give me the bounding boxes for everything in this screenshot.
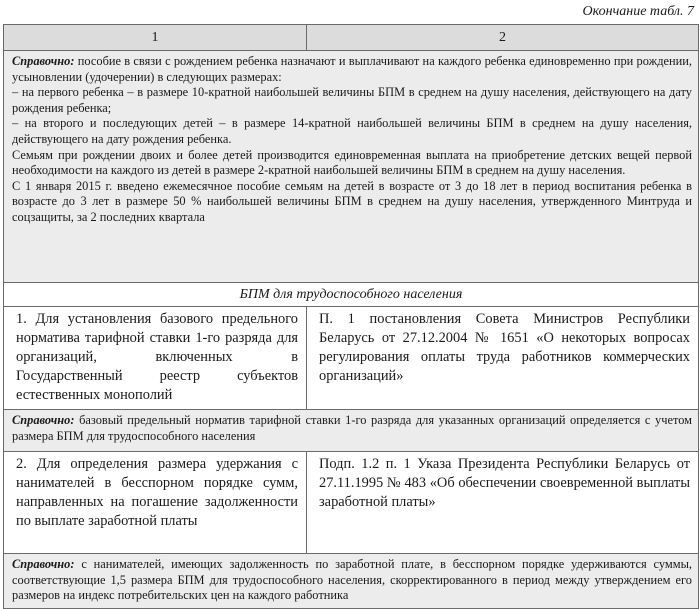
note-text: с нанимателей, имеющих задолженность по заработной плате, в бесспорном порядке удерживаются суммы, соответствующие 1,5 размера БПМ для трудоспособного населения, скорректированного в период между утверждением его размеров на индекс потребительских цен на каждого работника bbox=[12, 557, 692, 603]
table-row bbox=[4, 452, 699, 554]
note-row-2 bbox=[4, 410, 699, 452]
table-caption: Окончание табл. 7 bbox=[582, 4, 694, 19]
note-paragraph: Семьям при рождении двоих и более детей производится единовременная выплата на приобретение детских вещей первой необходимости на каждого из детей в размере 2-кратной наибольшей величины БПМ в среднем на душу населения. bbox=[12, 147, 692, 178]
note-paragraph: – на второго и последующих детей – в размере 14-кратной наибольшей величины БПМ в среднем на душу населения, действующего на дату рождения ребенка. bbox=[12, 116, 692, 146]
note-label: Справочно: bbox=[12, 557, 75, 571]
note-paragraph bbox=[12, 54, 692, 85]
note-text: пособие в связи с рождением ребенка назначают и выплачивают на каждого ребенка единовременно при рождении, усыновлении (удочерении) в следующих размерах: bbox=[12, 54, 692, 84]
note-paragraph: С 1 января 2015 г. введено ежемесячное пособие семьям на детей в возрасте от 3 до 18 лет в период воспитания ребенка в возрасте до 3 лет в размере 50 % наибольшей величины БПМ в среднем на душу населения, утвержденного Минтруда и соцзащиты, за 2 последних квартала bbox=[12, 178, 692, 224]
note-paragraph bbox=[12, 413, 692, 444]
note-cell-2 bbox=[4, 410, 699, 452]
row2-purpose: 2. Для определения размера удержания с нанимателей в бесспорном порядке сумм, направленных на погашение задолженности по выплате заработной платы bbox=[4, 452, 307, 554]
section-title: БПМ для трудоспособного населения bbox=[4, 283, 699, 307]
header-col-1: 1 bbox=[4, 25, 307, 51]
section-row bbox=[4, 283, 699, 307]
note-label: Справочно: bbox=[12, 413, 75, 427]
note-row-1 bbox=[4, 51, 699, 283]
note-paragraph bbox=[12, 557, 692, 604]
note-paragraph: – на первого ребенка – в размере 10-кратной наибольшей величины БПМ в среднем на душу населения, действующего на дату рождения ребенка; bbox=[12, 85, 692, 115]
row1-legal-basis: П. 1 постановления Совета Министров Республики Беларусь от 27.12.2004 № 1651 «О некоторых вопросах регулирования оплаты труда работников коммерческих организаций» bbox=[307, 307, 699, 410]
row1-purpose: 1. Для установления базового предельного норматива тарифной ставки 1-го разряда для организаций, включенных в Государственный реестр субъектов естественных монополий bbox=[4, 307, 307, 410]
table-row bbox=[4, 307, 699, 410]
header-row bbox=[4, 25, 699, 51]
note-text: базовый предельный норматив тарифной ставки 1-го разряда для указанных организаций определяется с учетом размера БПМ для трудоспособного населения bbox=[12, 413, 692, 443]
data-table bbox=[3, 24, 699, 609]
note-label: Справочно: bbox=[12, 54, 75, 68]
note-cell-1 bbox=[4, 51, 699, 283]
row2-legal-basis: Подп. 1.2 п. 1 Указа Президента Республики Беларусь от 27.11.1995 № 483 «Об обеспечении своевременной выплаты заработной платы» bbox=[307, 452, 699, 554]
header-col-2: 2 bbox=[307, 25, 699, 51]
note-cell-3 bbox=[4, 554, 699, 609]
note-row-3 bbox=[4, 554, 699, 609]
